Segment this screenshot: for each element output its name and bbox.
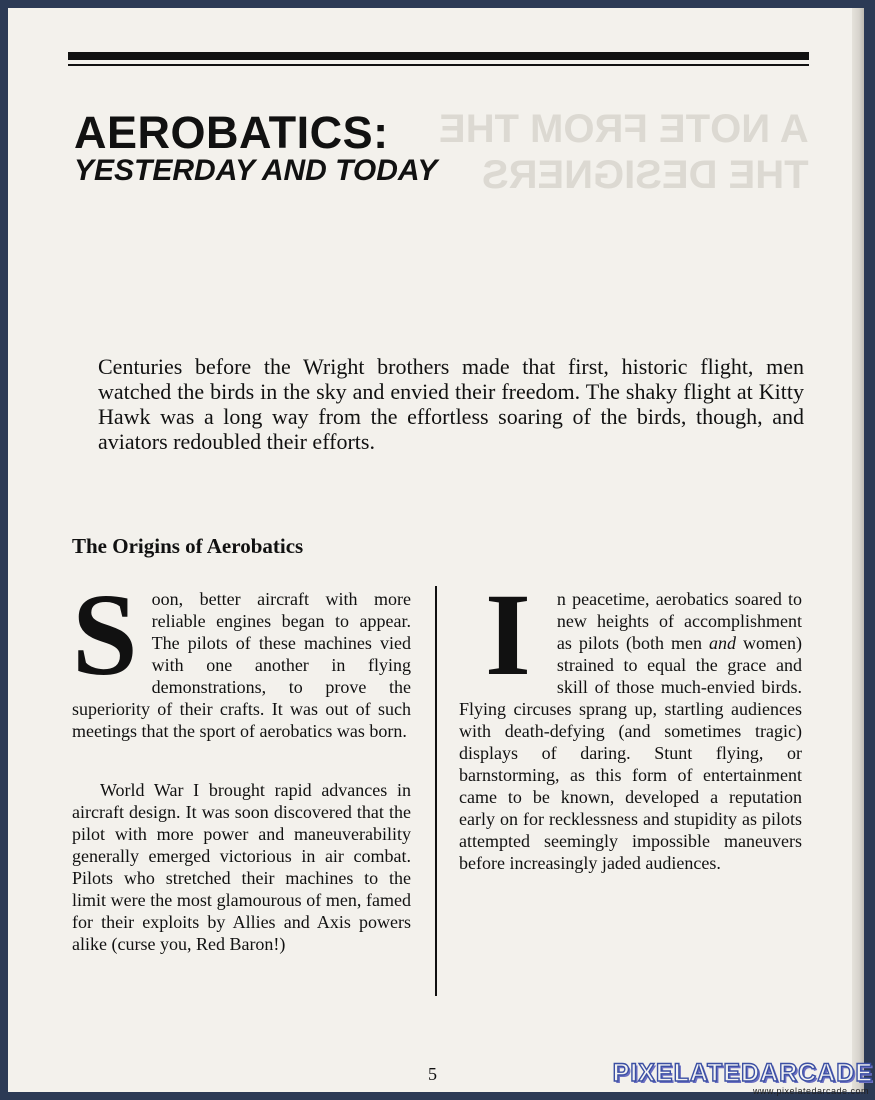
right-paragraph-1-emphasis: and xyxy=(708,633,736,653)
drop-cap-s: S xyxy=(72,569,138,700)
watermark-url: www.pixelatedarcade.com xyxy=(752,1086,869,1096)
bleed-through-line-2: THE DESIGNERS xyxy=(482,153,809,197)
left-paragraph-2: World War I brought rapid advances in aircraft design. It was soon discovered that the pilot with more power and maneuverability generally emerged victorious in air combat. Pilots who stretched their machines to the limit were the most glamourous of men, famed for their exploits by Allies and Axis powers alike (curse you, Red Baron!) xyxy=(72,780,411,954)
section-heading: The Origins of Aerobatics xyxy=(72,534,304,558)
bleed-through-text xyxy=(439,106,809,198)
header-rule-thin xyxy=(68,64,809,66)
header-rule-thick xyxy=(68,52,809,60)
bleed-through-line-1: A NOTE FROM THE xyxy=(439,107,809,151)
manual-page xyxy=(8,8,864,1092)
page-number: 5 xyxy=(428,1064,437,1084)
right-paragraph-1-text-a: n peacetime, aerobatics soared to new heights of accomplishment as pilots (both men xyxy=(556,589,802,653)
left-column xyxy=(72,569,411,955)
right-paragraph-1-text-b: women) strained to equal the grace and skill of those much-envied birds. Flying circuses sprang up, startling audiences with death-defying (and sometimes tragic) displays of daring. Stunt flying, or barnstorming, as this form of entertainment came to be known, developed a reputation early on for recklessness and stupidity as pilots attempted seemingly impossible maneuvers before increasingly jaded audiences. xyxy=(459,633,802,873)
page-edge xyxy=(852,8,864,1092)
right-column xyxy=(459,569,802,874)
left-paragraph-1-text: oon, better aircraft with more reliable engines began to appear. The pilots of these machines vied with one another in flying demonstrations, to prove the superiority of their crafts. It was out of such meetings that the sport of aerobatics was born. xyxy=(72,589,411,741)
page-title: AEROBATICS: xyxy=(74,107,389,158)
watermark-logo: PIXELATEDARCADE xyxy=(612,1059,873,1087)
drop-cap-i: I xyxy=(485,569,531,700)
page-subtitle: YESTERDAY AND TODAY xyxy=(74,154,438,187)
column-divider xyxy=(435,586,437,996)
right-paragraph-1 xyxy=(459,569,802,874)
left-paragraph-1 xyxy=(72,569,411,742)
watermark xyxy=(613,1060,873,1096)
intro-paragraph: Centuries before the Wright brothers made that first, historic flight, men watched the birds in the sky and envied their freedom. The shaky flight at Kitty Hawk was a long way from the effortless soaring of the birds, though, and aviators redoubled their efforts. xyxy=(98,354,804,454)
